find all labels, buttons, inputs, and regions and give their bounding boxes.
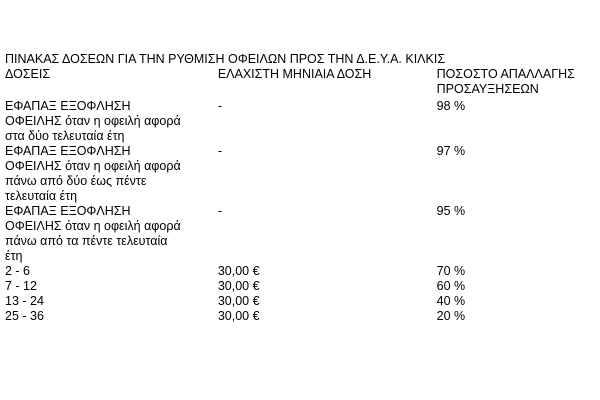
row-installments-line: ΟΦΕΙΛΗΣ όταν η οφειλή αφορά	[5, 114, 181, 128]
row-min-payment: -	[217, 99, 222, 113]
row-installments-line: έτη	[5, 249, 23, 263]
row-installments-line: ΟΦΕΙΛΗΣ όταν η οφειλή αφορά	[5, 159, 181, 173]
row-installments-line: 13 - 24	[5, 294, 44, 308]
row-min-payment: 30,00 €	[217, 309, 260, 323]
row-installments	[5, 309, 217, 324]
row-installments	[5, 294, 217, 309]
row-discount: 70 %	[436, 264, 466, 278]
row-min-payment: 30,00 €	[217, 294, 260, 308]
row-installments-line: ΟΦΕΙΛΗΣ όταν η οφειλή αφορά	[5, 219, 181, 233]
table-header-row	[5, 67, 595, 97]
row-installments-line: 2 - 6	[5, 264, 31, 278]
row-discount: 97 %	[436, 144, 466, 158]
row-installments	[5, 204, 217, 264]
row-min-payment: -	[217, 144, 222, 158]
row-installments-line: τελευταία έτη	[5, 189, 78, 203]
row-installments-line: ΕΦΑΠΑΞ ΕΞΟΦΛΗΣΗ	[5, 144, 131, 158]
row-discount: 95 %	[436, 204, 466, 218]
table-row	[5, 264, 595, 279]
row-installments-line: πάνω από τα πέντε τελευταία	[5, 234, 168, 248]
row-min-payment: -	[217, 204, 222, 218]
header-discount	[430, 67, 595, 97]
row-min-payment: 30,00 €	[217, 279, 260, 293]
row-installments	[5, 99, 217, 144]
table-row	[5, 99, 595, 144]
installment-table-document	[5, 52, 595, 324]
table-row	[5, 144, 595, 204]
row-discount: 20 %	[436, 309, 466, 323]
header-installments: ΔΟΣΕΙΣ	[5, 67, 51, 81]
header-discount-line2: ΠΡΟΣΑΥΞΗΣΕΩΝ	[436, 82, 539, 96]
row-min-payment: 30,00 €	[217, 264, 260, 278]
row-installments-line: ΕΦΑΠΑΞ ΕΞΟΦΛΗΣΗ	[5, 204, 131, 218]
document-title: ΠΙΝΑΚΑΣ ΔΟΣΕΩΝ ΓΙΑ ΤΗΝ ΡΥΘΜΙΣΗ ΟΦΕΙΛΩΝ ΠΡΟΣ ΤΗΝ Δ.Ε.Υ.Α. ΚΙΛΚΙΣ	[5, 52, 446, 66]
row-installments	[5, 279, 217, 294]
row-installments	[5, 264, 217, 279]
row-installments-line: στα δύο τελευταία έτη	[5, 129, 125, 143]
row-installments-line: 7 - 12	[5, 279, 37, 293]
table-row	[5, 279, 595, 294]
row-discount: 40 %	[436, 294, 466, 308]
row-installments	[5, 144, 217, 204]
row-installments-line: 25 - 36	[5, 309, 44, 323]
row-discount: 60 %	[436, 279, 466, 293]
row-installments-line: ΕΦΑΠΑΞ ΕΞΟΦΛΗΣΗ	[5, 99, 131, 113]
table-row	[5, 309, 595, 324]
table-row	[5, 204, 595, 264]
table-row	[5, 294, 595, 309]
header-min-payment: ΕΛΑΧΙΣΤΗ ΜΗΝΙΑΙΑ ΔΟΣΗ	[217, 67, 372, 81]
header-discount-line1: ΠΟΣΟΣΤΟ ΑΠΑΛΛΑΓΗΣ	[436, 67, 575, 81]
table-body	[5, 99, 595, 324]
row-discount: 98 %	[436, 99, 466, 113]
row-installments-line: πάνω από δύο έως πέντε	[5, 174, 147, 188]
